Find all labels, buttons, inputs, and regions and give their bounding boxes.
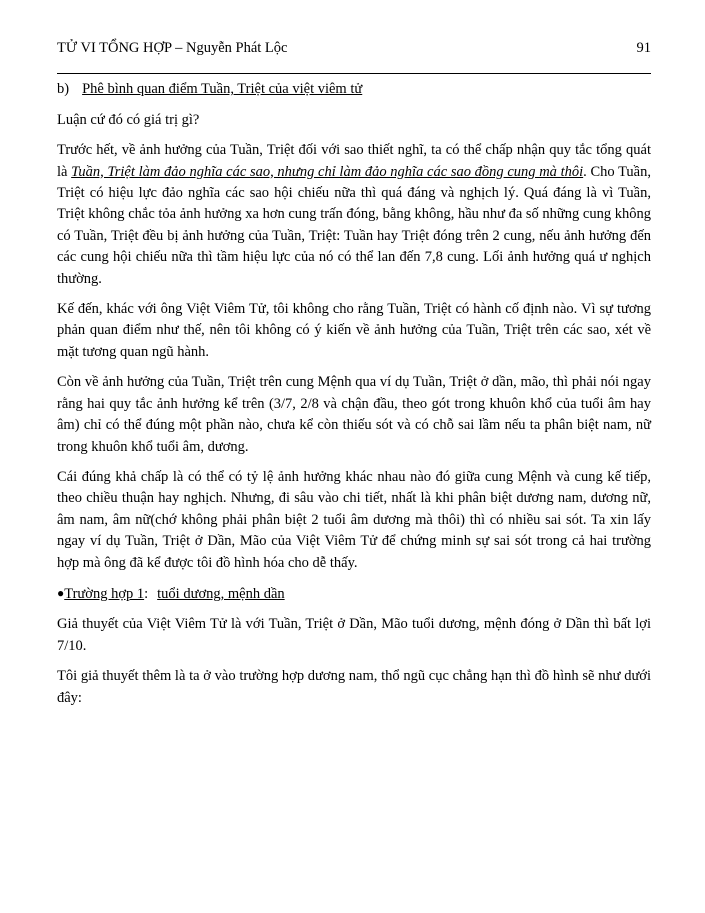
paragraph-diagram-intro: Tôi giả thuyết thêm là ta ở vào trường hợp dương nam, thổ ngũ cục chẳng hạn thì đồ hình sẽ như dưới đây: xyxy=(57,668,651,706)
case-description: tuổi dương, mệnh dần xyxy=(157,585,285,602)
paragraph-menh-influence: Còn về ảnh hưởng của Tuần, Triệt trên cung Mệnh qua ví dụ Tuần, Triệt ở dần, mão, thì phải nói ngay rằng hai quy tắc ảnh hưởng kể trên (3/7, 2/8 và chận đầu, theo gót trong khuôn khổ của tuổi âm hay âm) chỉ có thể đúng một phần nào, chưa kể còn thiếu sót và có chỗ sai lầm nếu ta phân biệt nam, nữ trong khuôn khổ tuổi âm, dương. xyxy=(57,374,651,455)
running-title: TỬ VI TỔNG HỢP – Nguyễn Phát Lộc xyxy=(57,40,288,56)
section-marker: b) xyxy=(57,81,70,98)
case-label: Trường hợp 1 xyxy=(64,585,145,602)
emphasized-rule-text: Tuần, Triệt làm đảo nghĩa các sao, nhưng chỉ làm đảo nghĩa các sao đồng cung mà thôi xyxy=(71,163,584,180)
paragraph-rule-general xyxy=(57,140,651,290)
paragraph-question: Luận cứ đó có giá trị gì? xyxy=(57,111,200,128)
paragraph-text: . Cho Tuần, Triệt có hiệu lực đảo nghĩa các sao hội chiếu nữa thì quá đáng và nghịch lý. Quá đáng là vì Tuần, Triệt không chắc tỏa ảnh hưởng xa hơn cung trấn đóng, bằng không, hầu như đa số những cung không có Tuần, Triệt đều bị ảnh hưởng của Tuần, Triệt: Tuần hay Triệt đóng trên 2 cung, nếu ảnh hưởng đến các cung hội chiếu nữa thì tầm hiệu lực của nó có thể lan đến 7,8 cung. Lối ảnh hưởng quá ư nghịch thường. xyxy=(57,163,651,287)
case-separator: : xyxy=(144,585,149,602)
paragraph-hypothesis: Giả thuyết của Việt Viêm Tử là với Tuần, Triệt ở Dần, Mão tuổi dương, mệnh đóng ở Dần thì bất lợi 7/10. xyxy=(57,616,651,654)
section-title: Phê bình quan điểm Tuần, Triệt của việt viêm tử xyxy=(82,81,363,98)
section-heading xyxy=(57,79,651,100)
page-header xyxy=(57,38,651,59)
paragraph-fixed-element: Kế đến, khác với ông Việt Viêm Tử, tôi không cho rằng Tuần, Triệt có hành cố định nào. Vì sự tương phản quan điểm như thế, nên tôi không có ý kiến về ảnh hưởng của Tuần, Triệt trên các sao, xét về mặt tương quan ngũ hành. xyxy=(57,301,651,360)
bullet-icon: ● xyxy=(57,585,65,600)
paragraph-text: Trước hết, về ảnh hưởng của Tuần, Triệt đối với sao thiết nghĩ, ta có thể chấp nhận quy tắc tổng quát là xyxy=(57,142,651,180)
page-number: 91 xyxy=(636,40,651,56)
case-heading xyxy=(57,583,651,605)
header-divider xyxy=(57,73,651,74)
paragraph-ratio-critique: Cái đúng khả chấp là có thể có tỷ lệ ảnh hưởng khác nhau nào đó giữa cung Mệnh và cung kế tiếp, theo chiều thuận hay nghịch. Nhưng, đi sâu vào chi tiết, nhất là khi phân biệt dương nam, dương nữ, âm nam, âm nữ(chớ không phải phân biệt 2 tuổi âm dương mà thôi) thì có nhiều sai sót. Ta xin lấy ngay ví dụ Tuần, Triệt ở Dần, Mão của Việt Viêm Tử để chứng minh sự sai sót trong cả hai trường hợp mà ông đã kể được tôi đồ hình hóa cho dễ thấy. xyxy=(57,468,651,571)
